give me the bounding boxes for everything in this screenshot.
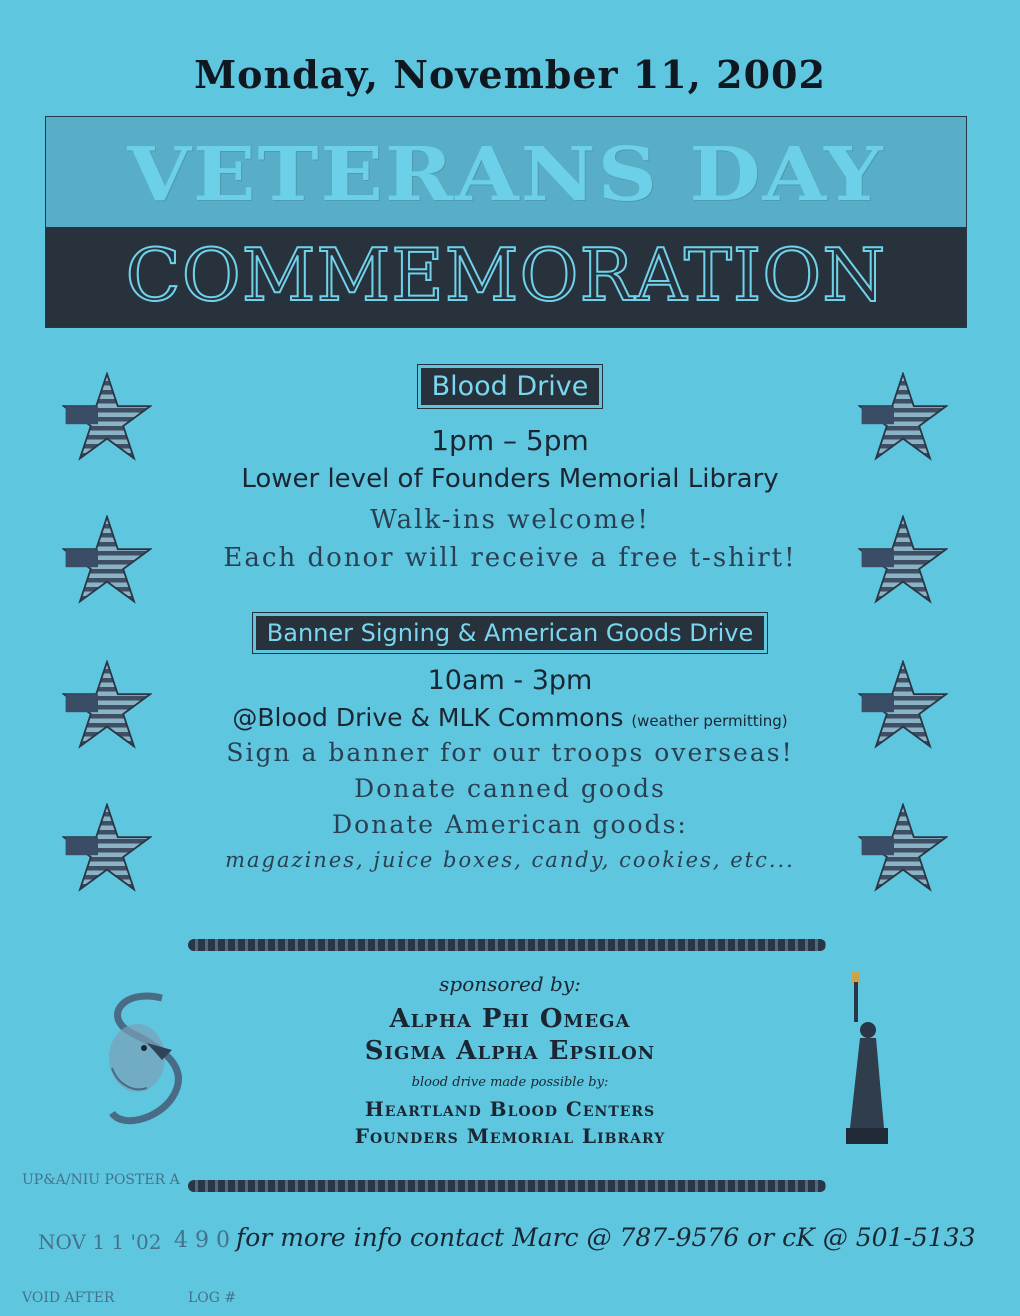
stamp-date: NOV 1 1 '02: [38, 1230, 162, 1254]
title-commemoration-panel: [46, 227, 966, 327]
sponsor-alpha-phi-omega: Alpha Phi Omega: [389, 1004, 631, 1034]
eagle-s-logo-icon: [92, 988, 202, 1138]
date-heading: Monday, November 11, 2002: [194, 52, 826, 97]
stamp-void-after: VOID AFTER: [22, 1290, 115, 1306]
blood-drive-walkins: Walk-ins welcome!: [370, 505, 650, 535]
partner-heartland: Heartland Blood Centers: [364, 1097, 656, 1121]
banner-drive-time: 10am - 3pm: [427, 665, 593, 696]
stamp-number: 4 9 0: [174, 1228, 230, 1253]
sponsored-by-label: sponsored by:: [439, 972, 581, 996]
blood-drive-tshirt: Each donor will receive a free t-shirt!: [223, 543, 797, 573]
banner-drive-section: [0, 616, 1020, 650]
sponsor-sigma-alpha-epsilon: Sigma Alpha Epsilon: [364, 1036, 656, 1066]
partner-founders-library: Founders Memorial Library: [354, 1124, 666, 1148]
blood-drive-location: Lower level of Founders Memorial Library: [241, 464, 779, 494]
poster-approval-stamp: UP&A/NIU POSTER A: [22, 1172, 180, 1188]
american-goods-line: Donate American goods:: [332, 810, 688, 839]
banner-drive-label: Banner Signing & American Goods Drive: [256, 616, 764, 650]
blood-drive-label: Blood Drive: [421, 368, 600, 405]
made-possible-label: blood drive made possible by:: [411, 1075, 609, 1090]
banner-drive-location-line: [0, 703, 1020, 732]
title-veterans-day-panel: [46, 117, 966, 227]
banner-sign-line: Sign a banner for our troops overseas!: [226, 738, 794, 767]
contact-info: for more info contact Marc @ 787-9576 or cK @ 501-5133: [236, 1223, 976, 1252]
title-veterans-day: VETERANS DAY: [127, 131, 885, 219]
title-banner: [45, 116, 967, 328]
stamp-log-number: LOG #: [188, 1290, 237, 1306]
blood-drive-time: 1pm – 5pm: [431, 424, 589, 457]
blood-drive-section: [0, 368, 1020, 405]
weather-note: (weather permitting): [631, 712, 788, 730]
statue-of-liberty-icon: [838, 968, 894, 1148]
star-divider-bottom: [188, 1180, 826, 1192]
title-commemoration: COMMEMORATION: [125, 233, 887, 317]
banner-drive-location: @Blood Drive & MLK Commons: [232, 703, 624, 732]
canned-goods-line: Donate canned goods: [354, 774, 666, 803]
star-divider-top: [188, 939, 826, 951]
goods-examples-line: magazines, juice boxes, candy, cookies, etc...: [225, 848, 795, 872]
